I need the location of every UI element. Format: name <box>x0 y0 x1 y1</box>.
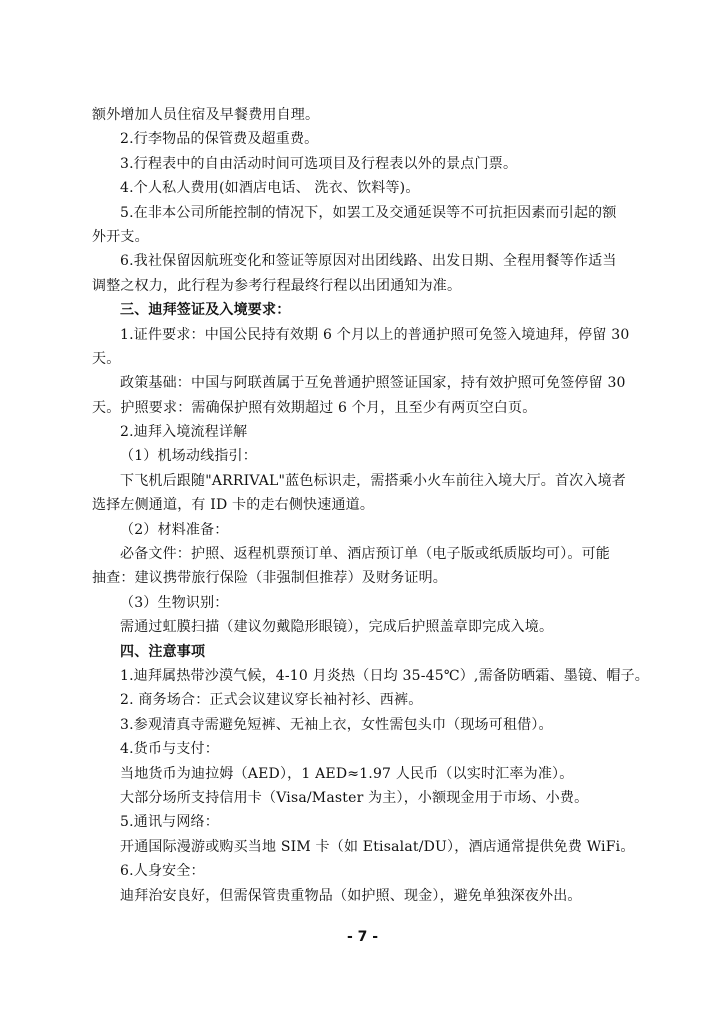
text-line: 政策基础：中国与阿联酋属于互免普通护照签证国家，持有效护照可免签停留 30 <box>120 375 626 392</box>
text-line: 额外增加人员住宿及早餐费用自理。 <box>92 107 320 123</box>
text-line: 必备文件：护照、返程机票预订单、酒店预订单（电子版或纸质版均可）。可能 <box>120 546 610 563</box>
text-line: （2）材料准备： <box>120 521 229 538</box>
section-heading: 四、注意事项 <box>120 643 206 660</box>
text-line: 6.人身安全： <box>120 863 205 880</box>
text-line: 5.通讯与网络： <box>120 814 219 831</box>
text-line: 1.迪拜属热带沙漠气候，4-10 月炎热（日均 35-45℃）,需备防晒霜、墨镜、帽子。 <box>120 667 649 684</box>
text-line: 开通国际漫游或购买当地 SIM 卡（如 Etisalat/DU），酒店通常提供免费 WiFi。 <box>120 838 635 855</box>
text-line: 需通过虹膜扫描（建议勿戴隐形眼镜），完成后护照盖章即完成入境。 <box>120 619 554 636</box>
text-line: 大部分场所支持信用卡（Visa/Master 为主），小额现金用于市场、小费。 <box>120 789 589 806</box>
text-line: 选择左侧通道，有 ID 卡的走右侧快速通道。 <box>92 497 375 514</box>
text-line: 2.行李物品的保管费及超重费。 <box>120 131 319 148</box>
section-heading: 三、迪拜签证及入境要求： <box>120 302 291 319</box>
text-line: 天。护照要求：需确保护照有效期超过 6 个月，且至少有两页空白页。 <box>92 399 537 416</box>
text-line: （3）生物识别： <box>120 594 229 611</box>
text-line: 4.货币与支付： <box>120 741 219 758</box>
text-line: 6.我社保留因航班变化和签证等原因对出团线路、出发日期、全程用餐等作适当 <box>120 253 617 270</box>
text-line: 2. 商务场合：正式会议建议穿长袖衬衫、西裤。 <box>120 692 423 709</box>
text-line: （1）机场动线指引： <box>120 448 257 465</box>
text-line: 3.行程表中的自由活动时间可选项目及行程表以外的景点门票。 <box>120 155 518 172</box>
text-line: 下飞机后跟随"ARRIVAL"蓝色标识走，需搭乘小火车前往入境大厅。首次入境者 <box>120 472 626 489</box>
text-line: 1.证件要求：中国公民持有效期 6 个月以上的普通护照可免签入境迪拜，停留 30 <box>120 326 630 343</box>
text-line: 调整之权力，此行程为参考行程最终行程以出团通知为准。 <box>92 277 462 294</box>
text-line: 当地货币为迪拉姆（AED），1 AED≈1.97 人民币（以实时汇率为准）。 <box>120 765 574 782</box>
text-line: 外开支。 <box>92 228 149 245</box>
document-body <box>92 104 649 909</box>
text-line: 迪拜治安良好，但需保管贵重物品（如护照、现金），避免单独深夜外出。 <box>120 887 582 904</box>
text-line: 5.在非本公司所能控制的情况下，如罢工及交通延误等不可抗拒因素而引起的额 <box>120 204 617 221</box>
text-line: 抽查：建议携带旅行保险（非强制但推荐）及财务证明。 <box>92 570 447 587</box>
text-line: 3.参观清真寺需避免短裤、无袖上衣，女性需包头巾（现场可租借）。 <box>120 716 553 733</box>
text-line: 4.个人私人费用(如酒店电话、 洗衣、饮料等)。 <box>120 180 420 197</box>
text-line: 天。 <box>92 350 121 367</box>
text-line: 2.迪拜入境流程详解 <box>120 424 248 441</box>
page-number: - 7 - <box>346 929 379 945</box>
